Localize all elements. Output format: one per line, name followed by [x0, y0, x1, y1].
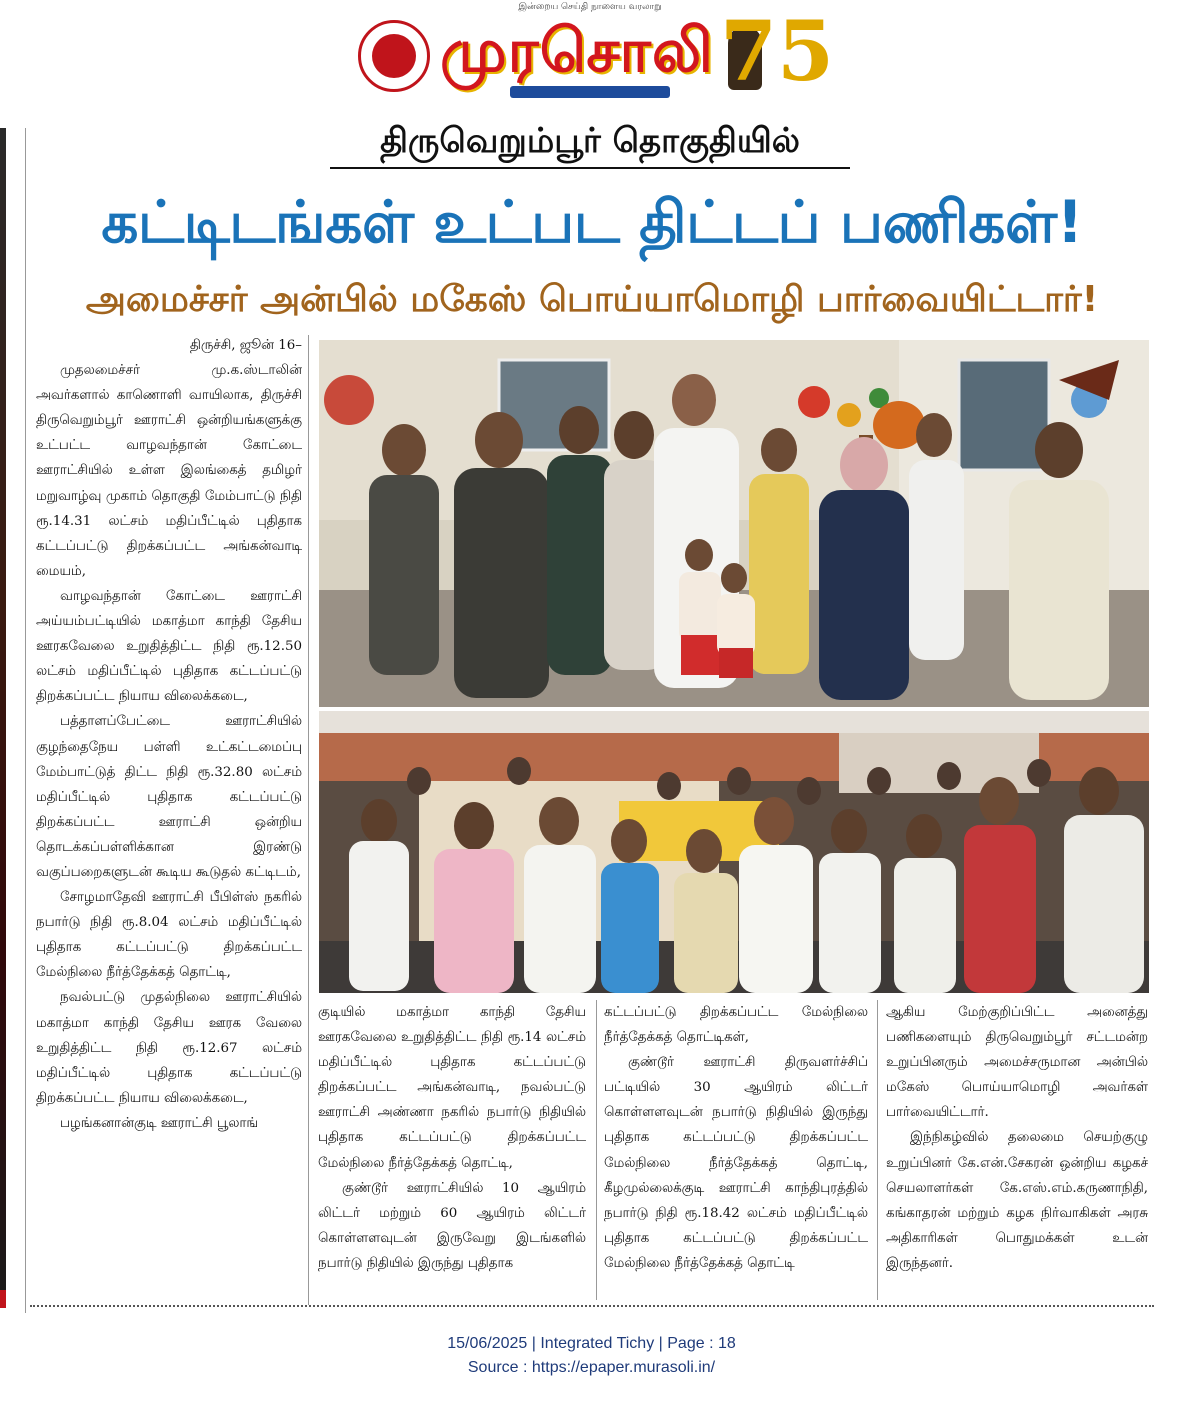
paragraph: சோழமாதேவி ஊராட்சி பீபிள்ஸ் நகரில் நபார்டு நிதி ரூ.8.04 லட்சம் மதிப்பீட்டில் புதிதாக கட்டப்பட்டு திறக்கப்பட்ட மேல்நிலை நீர்த்தேக்கத் தொட்டி,	[36, 890, 302, 981]
anniversary-badge: 75	[720, 4, 835, 100]
paragraph: கட்டப்பட்டு திறக்கப்பட்ட மேல்நிலை நீர்த்தேக்கத் தொட்டிகள்,	[604, 1005, 868, 1046]
event-photo-group	[319, 711, 1149, 993]
kicker-underline	[330, 167, 850, 169]
paragraph: முதலமைச்சர் மு.க.ஸ்டாலின் அவர்களால் காணொளி வாயிலாக, திருச்சி திருவெறும்பூர் ஊராட்சி ஒன்றியங்களுக்கு உட்பட்ட வாழவந்தான் கோட்டை ஊராட்சியில் உள்ள இலங்கைத் தமிழர் மறுவாழ்வு முகாம் தொகுதி மேம்பாட்டு நிதி ரூ.14.31 லட்சம் மதிப்பீட்டில் புதிதாக கட்டப்பட்டு திறக்கப்பட்ட அங்கன்வாடி மையம்,	[36, 363, 302, 579]
logo-founder-strip	[510, 86, 670, 98]
newspaper-logo: முரசொலி	[440, 16, 714, 86]
paragraph: ஆகிய மேற்குறிப்பிட்ட அனைத்து பணிகளையும் திருவெறும்பூர் சட்டமன்ற உறுப்பினரும் அமைச்சருமான அன்பில் மகேஸ் பொய்யாமொழி அவர்கள் பார்வையிட்டார்.	[886, 1005, 1148, 1121]
column-rule	[877, 1000, 878, 1300]
article-column-2	[318, 1000, 586, 1276]
column-rule	[596, 1000, 597, 1300]
photo-group-illustration	[319, 711, 1149, 993]
page-footer	[0, 1332, 1183, 1380]
column-rule	[308, 335, 309, 1305]
footer-edition-line: 15/06/2025 | Integrated Tichy | Page : 18	[447, 1335, 736, 1352]
article-column-4	[886, 1000, 1148, 1276]
footer-source-link[interactable]: Source : https://epaper.murasoli.in/	[467, 1359, 716, 1376]
event-photo-anganwadi	[319, 340, 1149, 707]
paragraph: குண்டூர் ஊராட்சி திருவளர்ச்சிப் பட்டியில் 30 ஆயிரம் லிட்டர் கொள்ளளவுடன் நபார்டு நிதியில் இருந்து புதிதாக கட்டப்பட்டு திறக்கப்பட்ட மேல்நிலை நீர்த்தேக்கத் தொட்டி, கீழமுல்லைக்குடி ஊராட்சி காந்திபுரத்தில் நபார்டு நிதி ரூ.18.42 லட்சம் மதிப்பீட்டில் புதிதாக கட்டப்பட்டு திறக்கப்பட்ட மேல்நிலை நீர்த்தேக்கத் தொட்டி	[604, 1055, 868, 1271]
masthead	[330, 2, 850, 102]
paragraph: இந்நிகழ்வில் தலைமை செயற்குழு உறுப்பினர் கே.என்.சேகரன் ஒன்றிய கழகச் செயலாளர்கள் கே.எஸ்.எம்.கருணாநிதி, கங்காதரன் மற்றும் கழக நிர்வாகிகள் அரசு அதிகாரிகள் பொதுமக்கள் உடன் இருந்தனர்.	[886, 1130, 1148, 1271]
article-column-3	[604, 1000, 868, 1276]
party-seal-icon	[358, 20, 430, 92]
article-kicker: திருவெறும்பூர் தொகுதியில்	[380, 121, 800, 161]
paragraph: குண்டூர் ஊராட்சியில் 10 ஆயிரம் லிட்டர் மற்றும் 60 ஆயிரம் லிட்டர் கொள்ளளவுடன் இருவேறு இடங்களில் நபார்டு நிதியில் இருந்து புதிதாக	[318, 1180, 586, 1271]
dateline: திருச்சி, ஜூன் 16–	[189, 338, 302, 353]
adjacent-page-strip	[0, 128, 6, 1308]
article-subhead: அமைச்சர் அன்பில் மகேஸ் பொய்யாமொழி பார்வையிட்டார்!	[85, 279, 1099, 320]
adjacent-page-mark	[0, 1290, 6, 1308]
article-bottom-rule	[30, 1305, 1154, 1307]
paragraph: பத்தாளப்பேட்டை ஊராட்சியில் குழந்தைநேய பள்ளி உட்கட்டமைப்பு மேம்பாட்டுத் திட்ட நிதி ரூ.32.80 லட்சம் மதிப்பீட்டில் புதிதாக கட்டப்பட்டு திறக்கப்பட்ட ஊராட்சி ஒன்றிய தொடக்கப்பள்ளிக்கான இரண்டு வகுப்பறைகளுடன் கூடிய கூடுதல் கட்டிடம்,	[36, 714, 302, 880]
masthead-tagline: இன்றைய செய்தி நாளைய வரலாறு	[518, 2, 662, 12]
paragraph: நவல்பட்டு முதல்நிலை ஊராட்சியில் மகாத்மா காந்தி தேசிய ஊரக வேலை உறுதித்திட்ட நிதி ரூ.12.67 லட்சம் மதிப்பீட்டில் புதிதாக கட்டப்பட்டு திறக்கப்பட்ட நியாய விலைக்கடை,	[36, 990, 302, 1106]
article-headline: கட்டிடங்கள் உட்பட திட்டப் பணிகள்!	[101, 188, 1083, 256]
paragraph: பழங்கனான்குடி ஊராட்சி பூலாங்	[60, 1115, 259, 1131]
article-column-1	[36, 333, 302, 1136]
left-border-rule	[25, 128, 26, 1313]
paragraph: வாழவந்தான் கோட்டை ஊராட்சி அய்யம்பட்டியில் மகாத்மா காந்தி தேசிய ஊரகவேலை உறுதித்திட்ட நிதி ரூ.12.50 லட்சம் மதிப்பீட்டில் புதிதாக கட்டப்பட்டு திறக்கப்பட்ட நியாய விலைக்கடை,	[36, 588, 302, 705]
paragraph: குடியில் மகாத்மா காந்தி தேசிய ஊரகவேலை உறுதித்திட்ட நிதி ரூ.14 லட்சம் மதிப்பீட்டில் புதிதாக கட்டப்பட்டு திறக்கப்பட்ட அங்கன்வாடி, நவல்பட்டு ஊராட்சி அண்ணா நகரில் நபார்டு நிதியில் புதிதாக கட்டப்பட்டு திறக்கப்பட்ட மேல்நிலை நீர்த்தேக்கத் தொட்டி,	[318, 1005, 586, 1171]
photo-anganwadi-illustration	[319, 340, 1149, 707]
